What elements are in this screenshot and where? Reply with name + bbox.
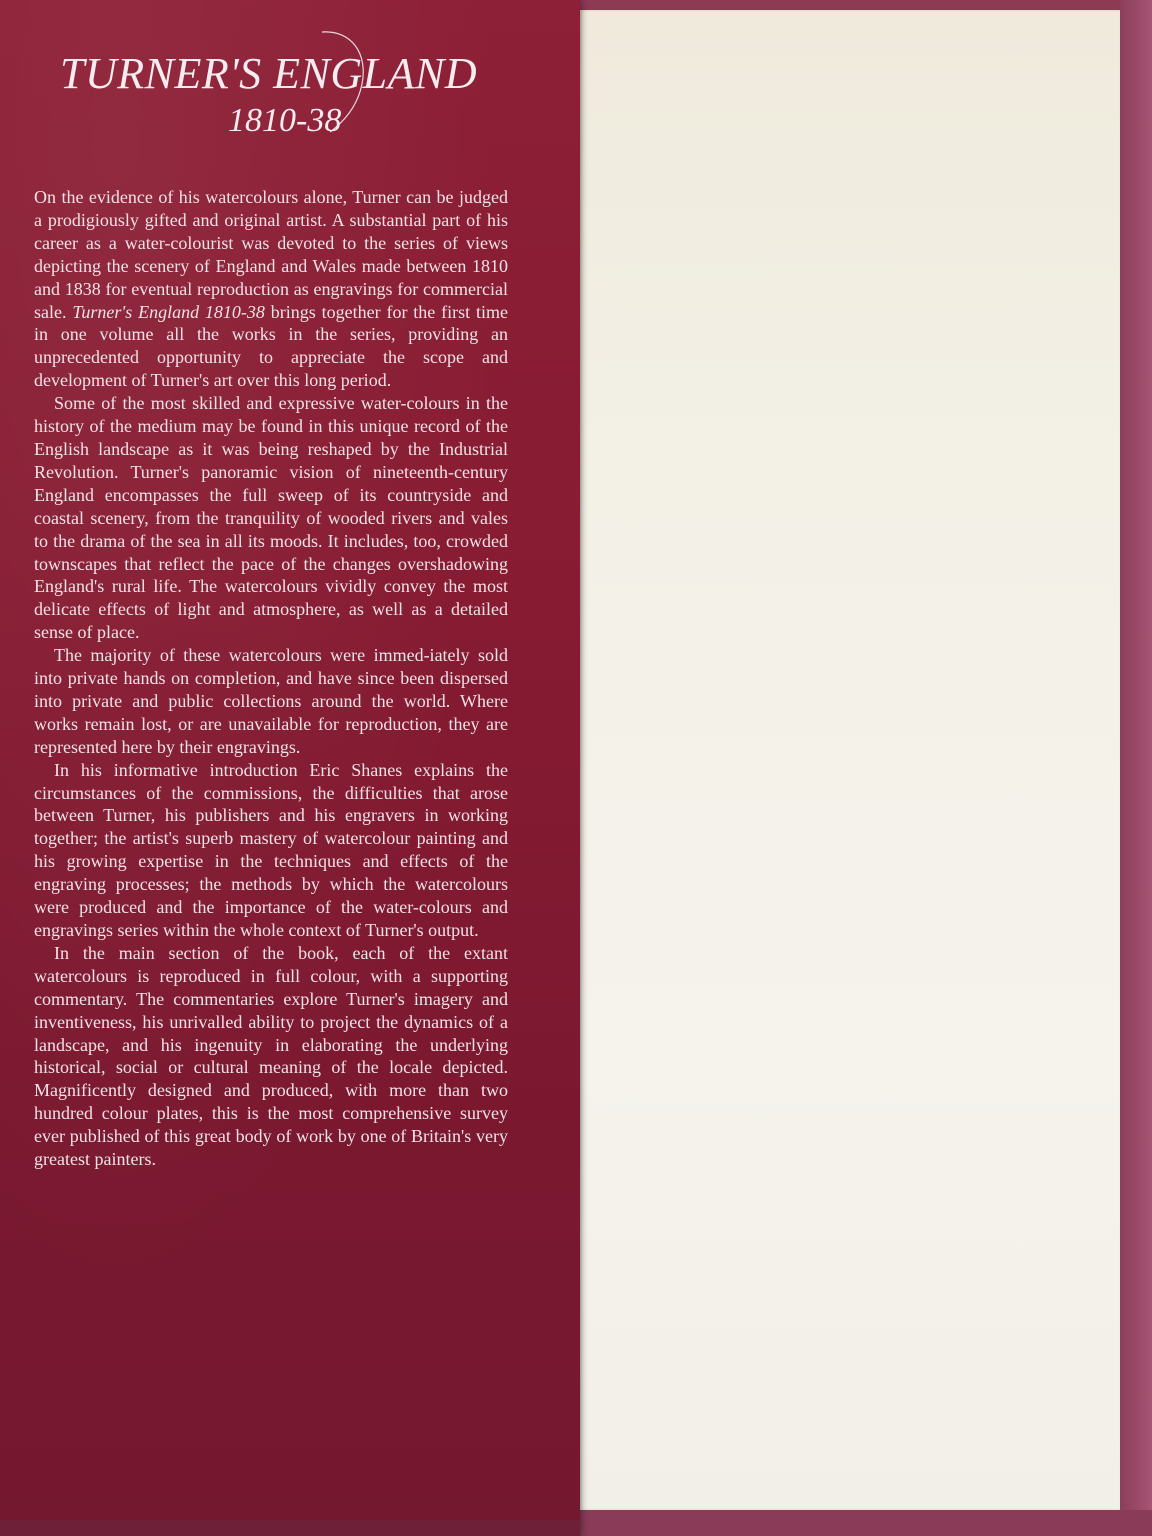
blurb-paragraph: In the main section of the book, each of the extant watercolours is reproduced in full colour, with a supporting commentary. The commentaries explore Turner's imagery and inventiveness, his unrivalled ability to project the dynamics of a landscape, and his ingenuity in elaborating the underlying historical, social or cultural meaning of the locale depicted. Magnificently designed and produced, with more than two hundred colour plates, this is the most comprehensive survey ever published of this great body of work by one of Britain's very greatest painters. (34, 942, 508, 1170)
blurb-text: brings together for the first time in one volume all the works in the series, providing an unprecedented opportunity to appreciate the scope and development of Turner's art over this long period. (34, 301, 508, 391)
blurb-paragraph: Some of the most skilled and expressive water-colours in the history of the medium may be found in this unique record of the English landscape as it was being reshaped by the Industrial Revolution. Turner's panoramic vision of nineteenth-century England encompasses the full sweep of its countryside and coastal scenery, from the tranquility of wooded rivers and vales to the drama of the sea in all its moods. It includes, too, crowded townscapes that reflect the pace of the changes overshadowing England's rural life. The watercolours vividly convey the most delicate effects of light and atmosphere, as well as a detailed sense of place. (34, 393, 508, 643)
endpaper-bottom-edge (580, 1510, 1152, 1536)
blurb-paragraph: The majority of these watercolours were immed-iately sold into private hands on completion, and have since been dispersed into private and public collections around the world. Where works remain lost, or are unavailable for reproduction, they are represented here by their engravings. (34, 645, 508, 757)
endpaper-top-edge (580, 0, 1120, 10)
endpaper-page (580, 10, 1120, 1510)
jacket-bottom-edge (0, 1520, 580, 1536)
book-cloth-edge (1120, 0, 1152, 1536)
book-subtitle: 1810-38 (228, 102, 342, 139)
blurb-book-title-italic: Turner's England 1810-38 (72, 301, 265, 322)
flap-blurb (34, 186, 508, 1171)
blurb-paragraph (34, 186, 508, 392)
book-title: TURNER'S ENGLAND (60, 49, 478, 98)
blurb-text: On the evidence of his watercolours alone, Turner can be judged a prodigiously gifted and original artist. A substantial part of his career as a water-colourist was devoted to the series of views depicting the scenery of England and Wales made between 1810 and 1838 for eventual reproduction as engravings for commercial sale. (34, 187, 508, 322)
blurb-paragraph: In his informative introduction Eric Shanes explains the circumstances of the commissions, the difficulties that arose between Turner, his publishers and his engravers in working together; the artist's superb mastery of watercolour painting and his growing expertise in the techniques and effects of the engraving processes; the methods by which the watercolours were produced and the importance of the water-colours and engravings series within the whole context of Turner's output. (34, 759, 508, 940)
